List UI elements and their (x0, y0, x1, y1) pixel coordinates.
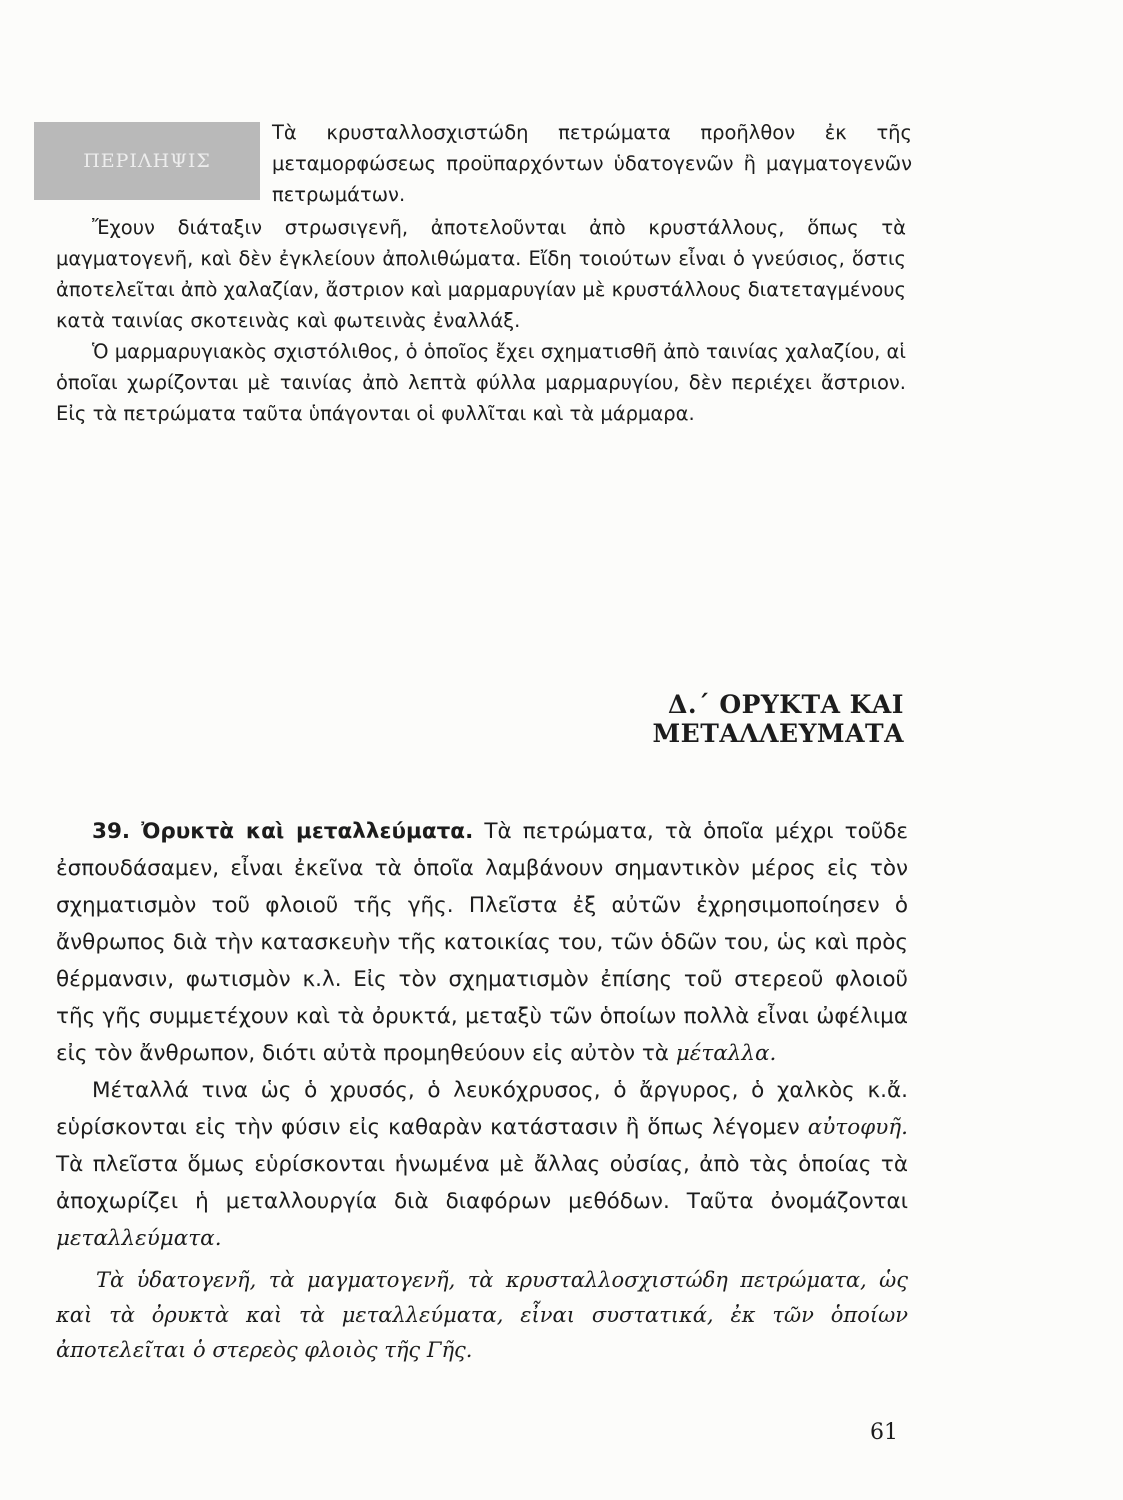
chapter-heading: Δ.΄ ΟΡΥΚΤΑ ΚΑΙ ΜΕΤΑΛΛΕΥΜΑΤΑ (652, 690, 904, 748)
section-paragraph (56, 1072, 908, 1257)
summary-paragraph: Ὁ μαρμαρυγιακὸς σχιστόλιθος, ὁ ὁποῖος ἔχει σχηματισθῆ ἀπὸ ταινίας χαλαζίου, αἱ ὁποῖαι χωρίζονται μὲ ταινίας ἀπὸ λεπτὰ φύλλα μαρμαρυγίου, δὲν περιέχει ἄστριον. Εἰς τὰ πετρώματα ταῦτα ὑπάγονται οἱ φυλλῖται καὶ τὰ μάρμαρα. (56, 340, 906, 425)
summary-label: ΠΕΡΙΛΗΨΙΣ (34, 122, 260, 200)
section-title: Ὀρυκτὰ καὶ μεταλλεύματα. (141, 819, 474, 844)
summary-paragraph: Ἔχουν διάταξιν στρωσιγενῆ, ἀποτελοῦνται ἀπὸ κρυστάλλους, ὅπως τὰ μαγματογενῆ, καὶ δὲν ἐγκλείουν ἀπολιθώματα. Εἴδη τοιούτων εἶναι ὁ γνεύσιος, ὅστις ἀποτελεῖται ἀπὸ χαλαζίαν, ἄστριον καὶ μαρμαρυγίαν μὲ κρυστάλλους διατεταγμένους κατὰ ταινίας σκοτεινὰς καὶ φωτεινὰς ἐναλλάξ. (56, 216, 906, 332)
section-paragraph (56, 813, 908, 1072)
page-number: 61 (870, 1420, 898, 1445)
section-text: Τὰ πετρώματα, τὰ ὁποῖα μέχρι τοῦδε ἐσπουδάσαμεν, εἶναι ἐκεῖνα τὰ ὁποῖα λαμβάνουν σημαντικὸν μέρος εἰς τὸν σχηματισμὸν τοῦ φλοιοῦ τῆς γῆς. Πλεῖστα ἐξ αὐτῶν ἐχρησιμοποίησεν ὁ ἄνθρωπος διὰ τὴν κατασκευὴν τῆς κατοικίας του, τῶν ὁδῶν του, ὡς καὶ πρὸς θέρμανσιν, φωτισμὸν κ.λ. Εἰς τὸν σχηματισμὸν ἐπίσης τοῦ στερεοῦ φλοιοῦ τῆς γῆς συμμετέχουν καὶ τὰ ὀρυκτά, μεταξὺ τῶν ὁποίων πολλὰ εἶναι ὠφέλιμα εἰς τὸν ἄνθρωπον, διότι αὐτὰ προμηθεύουν εἰς αὐτὸν τὰ (56, 819, 908, 1066)
italic-term: μέταλλα. (675, 1041, 777, 1066)
section-text: Τὰ πλεῖστα ὅμως εὑρίσκονται ἡνωμένα μὲ ἄλλας οὐσίας, ἀπὸ τὰς ὁποίας τὰ ἀποχωρίζει ἡ μεταλλουργία διὰ διαφόρων μεθόδων. Ταῦτα ὀνομάζονται (56, 1152, 908, 1214)
summary-lead: Τὰ κρυσταλλοσχιστώδη πετρώματα προῆλθον ἐκ τῆς μεταμορφώσεως προϋπαρχόντων ὑδατογενῶν ἢ μαγματογενῶν πετρωμάτων. (272, 121, 912, 206)
section-number: 39. (92, 819, 131, 844)
italic-term: μεταλλεύματα. (56, 1226, 222, 1251)
section-text: Μέταλλά τινα ὡς ὁ χρυσός, ὁ λευκόχρυσος, ὁ ἄργυρος, ὁ χαλκὸς κ.ἄ. εὑρίσκονται εἰς τὴν φύσιν εἰς καθαρὰν κατάστασιν ἢ ὅπως λέγομεν (56, 1078, 908, 1140)
section-body (56, 813, 908, 1368)
closing-paragraph: Τὰ ὑδατογενῆ, τὰ μαγματογενῆ, τὰ κρυσταλλοσχιστώδη πετρώματα, ὡς καὶ τὰ ὀρυκτὰ καὶ τὰ μεταλλεύματα, εἶναι συστατικά, ἐκ τῶν ὁποίων ἀποτελεῖται ὁ στερεὸς φλοιὸς τῆς Γῆς. (56, 1268, 908, 1362)
summary-body (56, 212, 906, 429)
italic-term: αὐτοφυῆ. (807, 1115, 908, 1140)
